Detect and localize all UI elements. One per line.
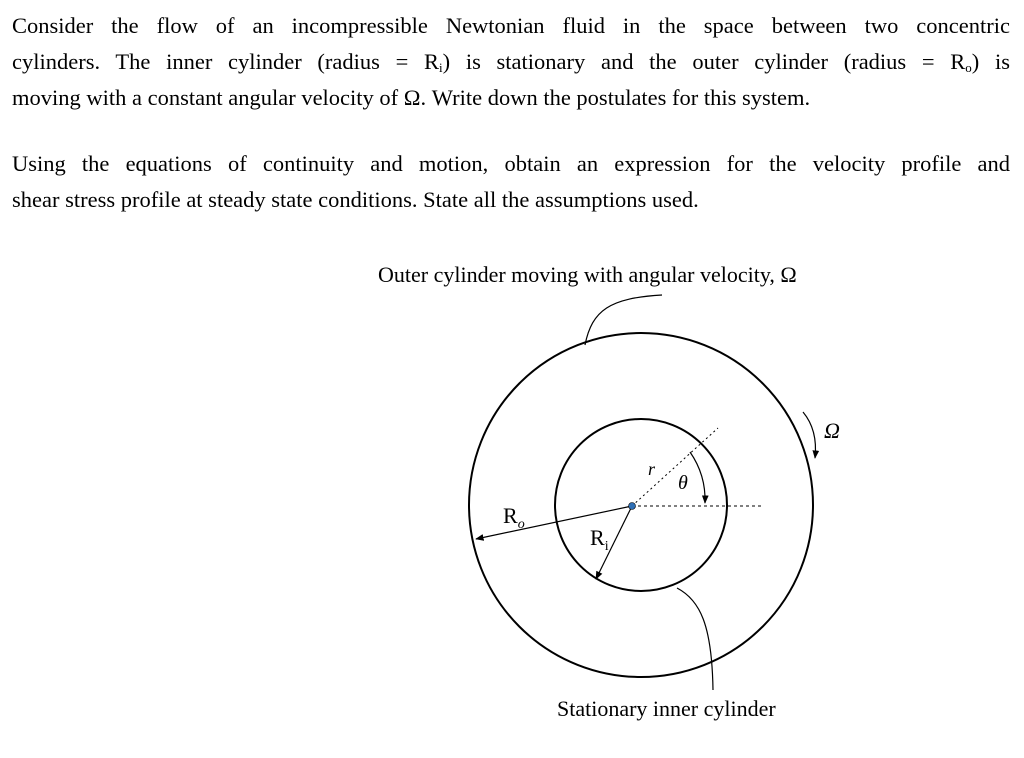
r-symbol: r [648, 459, 656, 479]
paragraph-2-line-2: shear stress profile at steady state conditions. State all the assumptions used. [12, 187, 699, 212]
inner-cylinder-leader-line [677, 588, 713, 690]
inner-cylinder-label: Stationary inner cylinder [557, 696, 776, 721]
theta-symbol: θ [678, 472, 688, 494]
outer-cylinder-label: Outer cylinder moving with angular velocity, Ω [378, 262, 797, 287]
omega-symbol: Ω [824, 418, 840, 443]
inner-cylinder-circle [555, 419, 727, 591]
subscript-o: o [965, 60, 972, 75]
outer-radius-label: $R_o$ [503, 503, 525, 532]
paragraph-1-line-1: Consider the flow of an incompressible Newtonian fluid in the space between two concentric [12, 13, 1010, 38]
subscript-i: i [439, 60, 443, 75]
paragraph-1-line-3: moving with a constant angular velocity of Ω. Write down the postulates for this system. [12, 85, 811, 110]
line-2-part-c: ) is stationary and the outer cylinder (radius = R [442, 49, 966, 74]
outer-cylinder-circle [469, 333, 813, 677]
outer-radius-arrow [476, 506, 632, 539]
line-2-part-e: ) is [971, 49, 1010, 74]
paragraph-2-line-1: Using the equations of continuity and motion, obtain an expression for the velocity profile and [12, 151, 1010, 176]
inner-radius-label: $R_i$ [590, 525, 609, 554]
theta-arc-arrow [690, 452, 705, 503]
center-point [629, 503, 636, 510]
line-2-part-a: cylinders. The inner cylinder (radius = R [12, 49, 440, 74]
outer-cylinder-leader-line [585, 295, 662, 345]
